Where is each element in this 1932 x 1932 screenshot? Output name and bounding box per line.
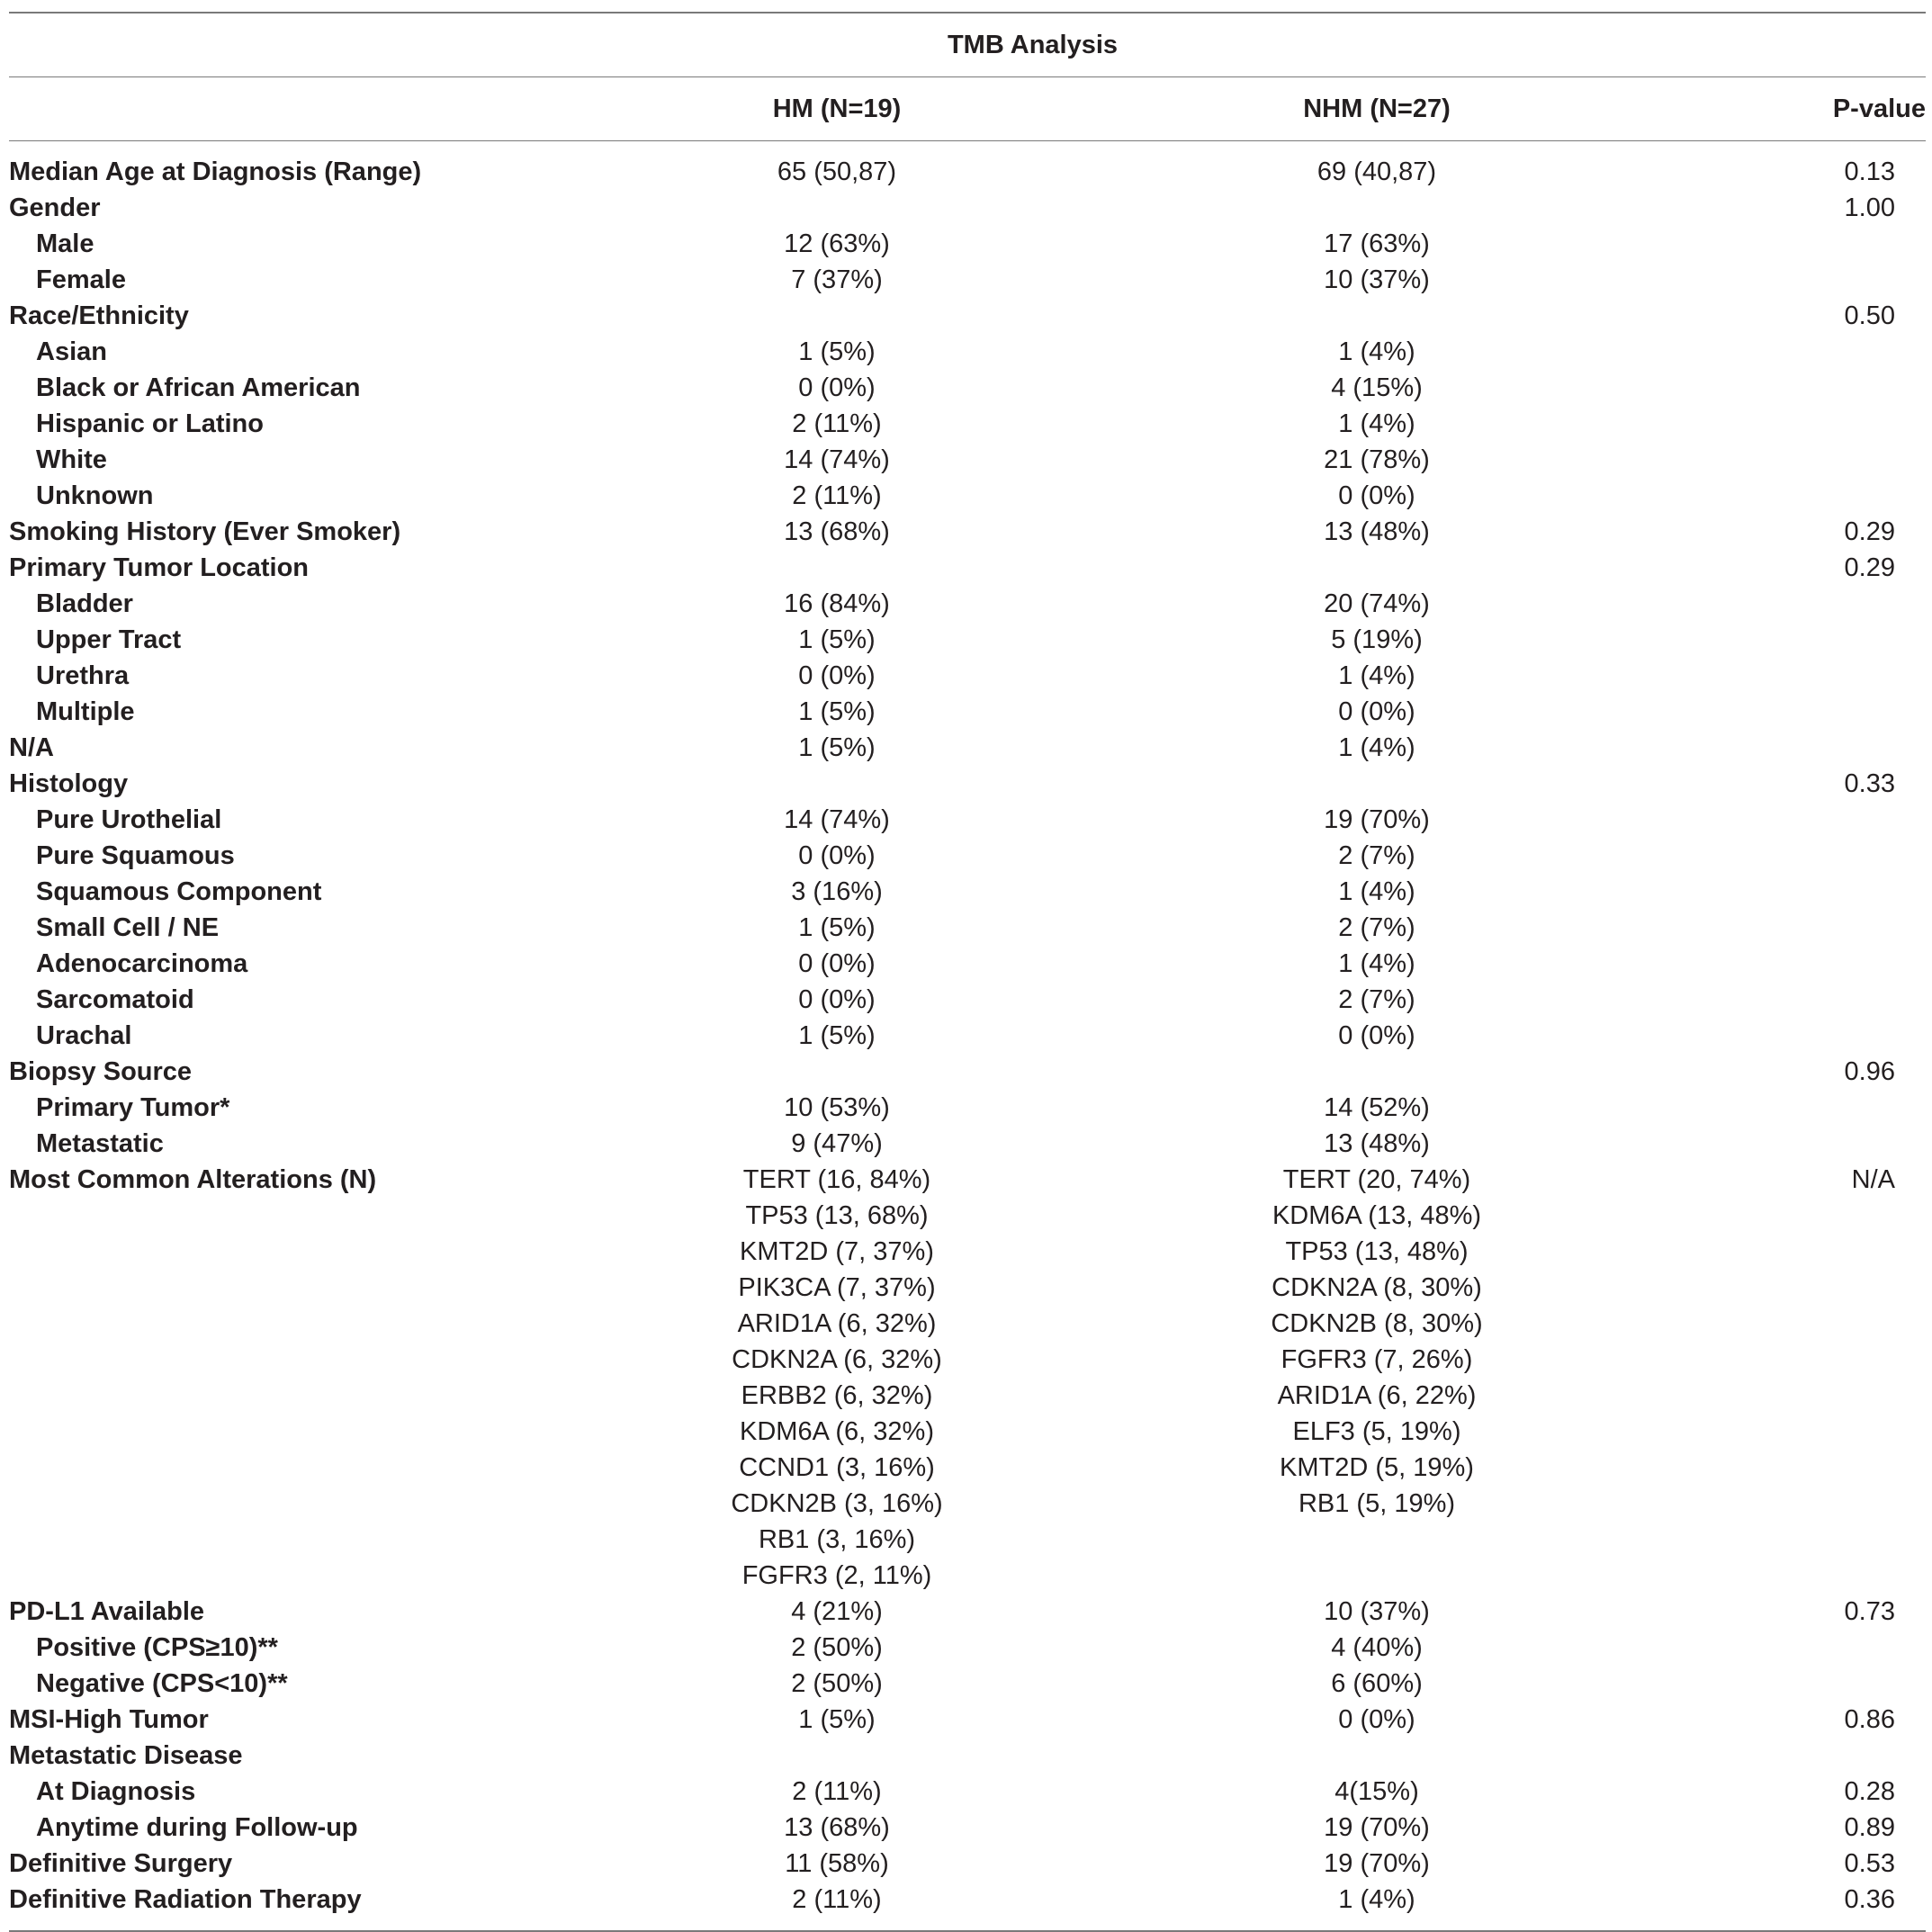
- table-row: [9, 1882, 1926, 1918]
- row-label: Asian: [36, 337, 107, 366]
- p-value: 0.36: [1844, 1884, 1895, 1914]
- nhm-value: 1 (4%): [1338, 660, 1415, 690]
- table-row: [9, 334, 1926, 370]
- alteration-item: TP53 (13, 68%): [745, 1201, 929, 1230]
- p-value: 0.33: [1844, 768, 1895, 798]
- row-label: Primary Tumor*: [36, 1092, 230, 1122]
- table-row: [9, 406, 1926, 442]
- table-row: [9, 622, 1926, 658]
- alteration-item: PIK3CA (7, 37%): [738, 1273, 936, 1302]
- row-label: Hispanic or Latino: [36, 409, 264, 438]
- table-row: [9, 370, 1926, 406]
- row-label: Upper Tract: [36, 625, 182, 654]
- table-row: [9, 910, 1926, 946]
- table-row: [9, 1090, 1926, 1126]
- row-label: MSI-High Tumor: [9, 1704, 209, 1734]
- table-row: [9, 586, 1926, 622]
- table-row: [9, 1630, 1926, 1666]
- nhm-value: 4 (15%): [1331, 373, 1423, 402]
- row-label: Definitive Surgery: [9, 1848, 233, 1878]
- alteration-item: KMT2D (7, 37%): [740, 1237, 934, 1266]
- alteration-item: ARID1A (6, 32%): [737, 1309, 937, 1338]
- p-value: 0.89: [1844, 1812, 1895, 1842]
- p-value: N/A: [1851, 1165, 1895, 1194]
- nhm-value: 0 (0%): [1338, 1704, 1415, 1734]
- nhm-value: 10 (37%): [1324, 265, 1430, 294]
- p-value: 0.96: [1844, 1056, 1895, 1086]
- p-value: 0.29: [1844, 517, 1895, 546]
- nhm-value: 5 (19%): [1331, 625, 1423, 654]
- nhm-value: 19 (70%): [1324, 1848, 1430, 1878]
- row-label: Metastatic Disease: [9, 1740, 243, 1770]
- nhm-value: 20 (74%): [1324, 589, 1430, 618]
- alteration-item: CCND1 (3, 16%): [739, 1453, 935, 1482]
- p-value: 1.00: [1844, 193, 1895, 222]
- row-label: Adenocarcinoma: [36, 948, 248, 978]
- table-row: [9, 298, 1926, 334]
- hm-value: 3 (16%): [791, 876, 883, 906]
- alteration-item: KDM6A (13, 48%): [1272, 1201, 1482, 1230]
- hm-value: 0 (0%): [798, 984, 876, 1014]
- hm-alterations: [648, 1162, 1026, 1594]
- row-label: At Diagnosis: [36, 1776, 196, 1806]
- row-label: Histology: [9, 768, 129, 798]
- row-label: Urachal: [36, 1020, 132, 1050]
- alteration-item: ELF3 (5, 19%): [1292, 1417, 1461, 1446]
- table-row: [9, 982, 1926, 1018]
- hm-value: 0 (0%): [798, 840, 876, 870]
- table-row: [9, 946, 1926, 982]
- nhm-value: 21 (78%): [1324, 445, 1430, 474]
- p-value: 0.86: [1844, 1704, 1895, 1734]
- row-label: Pure Squamous: [36, 840, 235, 870]
- hm-value: 9 (47%): [791, 1128, 883, 1158]
- alteration-item: RB1 (5, 19%): [1298, 1489, 1456, 1518]
- hm-value: 4 (21%): [791, 1596, 883, 1626]
- table-row: [9, 226, 1926, 262]
- table-row: [9, 1738, 1926, 1774]
- row-label: Positive (CPS≥10)**: [36, 1632, 278, 1662]
- table-row: [9, 730, 1926, 766]
- hm-value: 1 (5%): [798, 337, 876, 366]
- table-caption: TMB Analysis: [947, 30, 1119, 59]
- alterations-row: [9, 1162, 1926, 1594]
- nhm-value: 17 (63%): [1324, 229, 1430, 258]
- nhm-value: 69 (40,87): [1316, 157, 1437, 186]
- nhm-value: 10 (37%): [1324, 1596, 1430, 1626]
- row-label: Urethra: [36, 660, 130, 690]
- nhm-value: 13 (48%): [1324, 517, 1430, 546]
- table-row: [9, 1702, 1926, 1738]
- alteration-item: CDKN2B (3, 16%): [731, 1489, 943, 1518]
- nhm-value: 2 (7%): [1338, 840, 1415, 870]
- table-row: [9, 1774, 1926, 1810]
- table-row: [9, 766, 1926, 802]
- nhm-value: 1 (4%): [1338, 337, 1415, 366]
- row-label: Sarcomatoid: [36, 984, 194, 1014]
- hm-value: 2 (11%): [792, 481, 882, 510]
- table-row: [9, 658, 1926, 694]
- table-row: [9, 190, 1926, 226]
- table-row: [9, 262, 1926, 298]
- hm-value: 7 (37%): [791, 265, 883, 294]
- hm-value: 1 (5%): [798, 732, 876, 762]
- table-row: [9, 514, 1926, 550]
- hm-value: 14 (74%): [784, 804, 890, 834]
- row-label: Anytime during Follow-up: [36, 1812, 358, 1842]
- alteration-item: TP53 (13, 48%): [1285, 1237, 1469, 1266]
- table-row: [9, 874, 1926, 910]
- tmb-table: [9, 12, 1926, 1932]
- row-label: Median Age at Diagnosis (Range): [9, 157, 422, 186]
- hm-value: 1 (5%): [798, 1020, 876, 1050]
- alteration-item: FGFR3 (2, 11%): [741, 1561, 932, 1590]
- alteration-item: ARID1A (6, 22%): [1277, 1381, 1477, 1410]
- row-label: Primary Tumor Location: [9, 553, 310, 582]
- row-label: Race/Ethnicity: [9, 301, 189, 330]
- nhm-value: 1 (4%): [1338, 732, 1415, 762]
- header-p-value: P-value: [1832, 94, 1926, 123]
- row-label: N/A: [9, 732, 54, 762]
- nhm-value: 6 (60%): [1331, 1668, 1423, 1698]
- nhm-value: 19 (70%): [1324, 804, 1430, 834]
- hm-value: 1 (5%): [798, 912, 876, 942]
- table-body: [9, 141, 1926, 1930]
- alteration-item: TERT (20, 74%): [1282, 1165, 1471, 1194]
- hm-value: 1 (5%): [798, 1704, 876, 1734]
- hm-value: 2 (50%): [791, 1632, 883, 1662]
- table-row: [9, 478, 1926, 514]
- row-label: Pure Urothelial: [36, 804, 222, 834]
- nhm-value: 0 (0%): [1338, 1020, 1415, 1050]
- row-label: Unknown: [36, 481, 154, 510]
- p-value: 0.50: [1844, 301, 1895, 330]
- table-row: [9, 1126, 1926, 1162]
- nhm-value: 1 (4%): [1338, 409, 1415, 438]
- alteration-item: RB1 (3, 16%): [758, 1525, 916, 1554]
- row-label: Negative (CPS<10)**: [36, 1668, 288, 1698]
- table-row: [9, 694, 1926, 730]
- header-row: [9, 77, 1926, 140]
- row-label: Smoking History (Ever Smoker): [9, 517, 401, 546]
- header-hm: HM (N=19): [772, 94, 902, 123]
- alteration-item: KMT2D (5, 19%): [1280, 1453, 1474, 1482]
- hm-value: 2 (11%): [792, 409, 882, 438]
- hm-value: 0 (0%): [798, 948, 876, 978]
- hm-value: 2 (11%): [792, 1884, 882, 1914]
- row-label: Bladder: [36, 589, 133, 618]
- table-row: [9, 154, 1926, 190]
- table-row: [9, 1810, 1926, 1846]
- hm-value: 0 (0%): [798, 660, 876, 690]
- alteration-item: CDKN2A (8, 30%): [1272, 1273, 1482, 1302]
- row-label: Small Cell / NE: [36, 912, 220, 942]
- row-label: Black or African American: [36, 373, 361, 402]
- table-row: [9, 1054, 1926, 1090]
- table-row: [9, 838, 1926, 874]
- table-row: [9, 550, 1926, 586]
- nhm-value: 2 (7%): [1338, 984, 1415, 1014]
- table-row: [9, 1018, 1926, 1054]
- nhm-value: 0 (0%): [1338, 696, 1415, 726]
- hm-value: 12 (63%): [784, 229, 890, 258]
- alteration-item: TERT (16, 84%): [742, 1165, 931, 1194]
- nhm-value: 13 (48%): [1324, 1128, 1430, 1158]
- hm-value: 1 (5%): [798, 696, 876, 726]
- nhm-value: 14 (52%): [1324, 1092, 1430, 1122]
- alteration-item: KDM6A (6, 32%): [740, 1417, 934, 1446]
- hm-value: 10 (53%): [784, 1092, 890, 1122]
- nhm-value: 2 (7%): [1338, 912, 1415, 942]
- hm-value: 14 (74%): [784, 445, 890, 474]
- row-label: Definitive Radiation Therapy: [9, 1884, 362, 1914]
- hm-value: 13 (68%): [784, 1812, 890, 1842]
- row-label: Biopsy Source: [9, 1056, 193, 1086]
- nhm-value: 1 (4%): [1338, 948, 1415, 978]
- hm-value: 16 (84%): [784, 589, 890, 618]
- hm-value: 13 (68%): [784, 517, 890, 546]
- row-label: Most Common Alterations (N): [9, 1165, 377, 1194]
- p-value: 0.13: [1844, 157, 1895, 186]
- p-value: 0.53: [1844, 1848, 1895, 1878]
- p-value: 0.73: [1844, 1596, 1895, 1626]
- p-value: 0.29: [1844, 553, 1895, 582]
- row-label: Multiple: [36, 696, 135, 726]
- nhm-value: 1 (4%): [1338, 1884, 1415, 1914]
- row-label: Metastatic: [36, 1128, 164, 1158]
- alteration-item: CDKN2A (6, 32%): [732, 1345, 942, 1374]
- hm-value: 11 (58%): [785, 1848, 889, 1878]
- table-row: [9, 1594, 1926, 1630]
- row-label: Male: [36, 229, 94, 258]
- nhm-value: 19 (70%): [1324, 1812, 1430, 1842]
- row-label: Squamous Component: [36, 876, 322, 906]
- hm-value: 0 (0%): [798, 373, 876, 402]
- hm-value: 65 (50,87): [777, 157, 897, 186]
- table-row: [9, 1846, 1926, 1882]
- alteration-item: ERBB2 (6, 32%): [741, 1381, 933, 1410]
- nhm-value: 1 (4%): [1338, 876, 1415, 906]
- nhm-value: 0 (0%): [1338, 481, 1415, 510]
- hm-value: 1 (5%): [798, 625, 876, 654]
- alteration-item: CDKN2B (8, 30%): [1271, 1309, 1483, 1338]
- alteration-item: FGFR3 (7, 26%): [1281, 1345, 1473, 1374]
- header-nhm: NHM (N=27): [1303, 94, 1451, 123]
- nhm-value: 4(15%): [1334, 1776, 1419, 1806]
- row-label: PD-L1 Available: [9, 1596, 205, 1626]
- nhm-value: 4 (40%): [1331, 1632, 1423, 1662]
- row-label: White: [36, 445, 107, 474]
- hm-value: 2 (11%): [792, 1776, 882, 1806]
- row-label: Gender: [9, 193, 101, 222]
- table-row: [9, 802, 1926, 838]
- table-row: [9, 442, 1926, 478]
- p-value: 0.28: [1844, 1776, 1895, 1806]
- hm-value: 2 (50%): [791, 1668, 883, 1698]
- nhm-alterations: [1188, 1162, 1566, 1522]
- table-row: [9, 1666, 1926, 1702]
- row-label: Female: [36, 265, 126, 294]
